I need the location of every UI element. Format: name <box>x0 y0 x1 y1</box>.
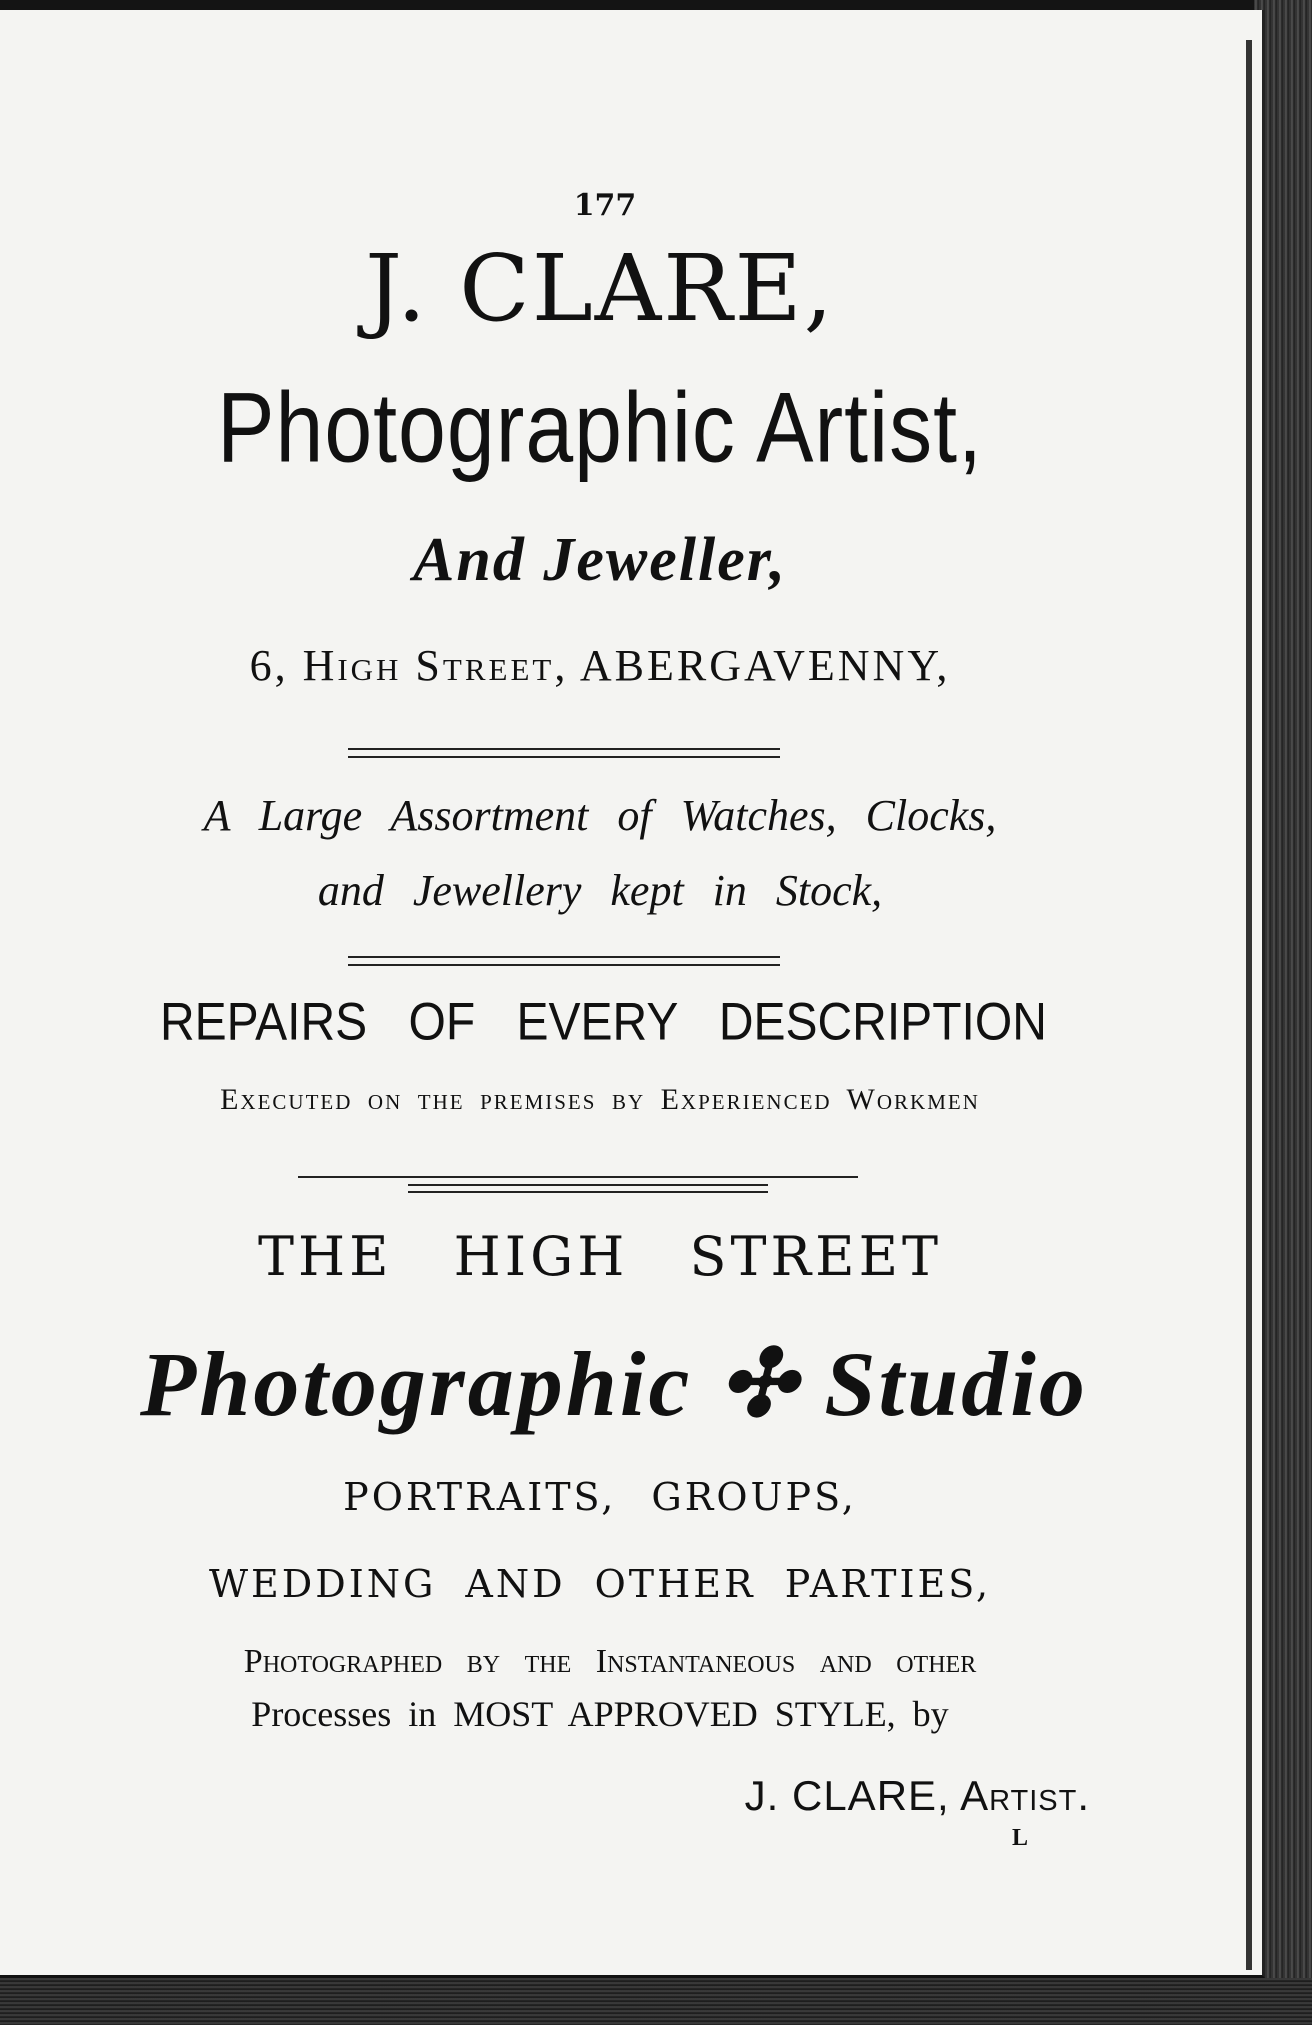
advertiser-profession: Photographic Artist, <box>217 373 983 484</box>
divider-rule-2b <box>348 964 780 966</box>
stock-line-1: A Large Assortment of Watches, Clocks, <box>203 791 997 840</box>
divider-rule-1b <box>348 756 780 758</box>
studio-services-1: PORTRAITS, GROUPS, <box>343 1475 857 1519</box>
advertiser-trade: And Jeweller, <box>413 526 787 594</box>
studio-services-2: WEDDING AND OTHER PARTIES, <box>208 1562 992 1606</box>
repairs-heading: REPAIRS OF EVERY DESCRIPTION <box>160 993 1047 1052</box>
divider-rule-3a <box>298 1176 858 1178</box>
divider-rule-1a <box>348 748 780 750</box>
advertisement-page <box>0 10 1265 1978</box>
divider-rule-2a <box>348 956 780 958</box>
repairs-subline: Executed on the premises by Experienced Workmen <box>220 1083 980 1116</box>
divider-rule-3b <box>408 1184 768 1186</box>
studio-street-line: THE HIGH STREET <box>257 1225 943 1288</box>
studio-method-1: Photographed by the Instantaneous and other <box>243 1643 977 1680</box>
advertiser-address: 6, High Street, ABERGAVENNY, <box>249 641 951 690</box>
page-number: 177 <box>573 188 637 223</box>
printer-signature-mark: L <box>1011 1825 1028 1851</box>
page-edge-shadow <box>1246 40 1252 1970</box>
bottom-cover-edge <box>0 1978 1312 2025</box>
advertiser-name: J. CLARE, <box>365 235 835 342</box>
studio-name: Photographic ✣ Studio <box>140 1333 1088 1435</box>
stock-line-2: and Jewellery kept in Stock, <box>317 866 883 915</box>
studio-signature: J. CLARE, Artist. <box>744 1772 1090 1819</box>
divider-rule-3c <box>408 1191 768 1193</box>
studio-method-2: Processes in MOST APPROVED STYLE, by <box>251 1694 949 1734</box>
